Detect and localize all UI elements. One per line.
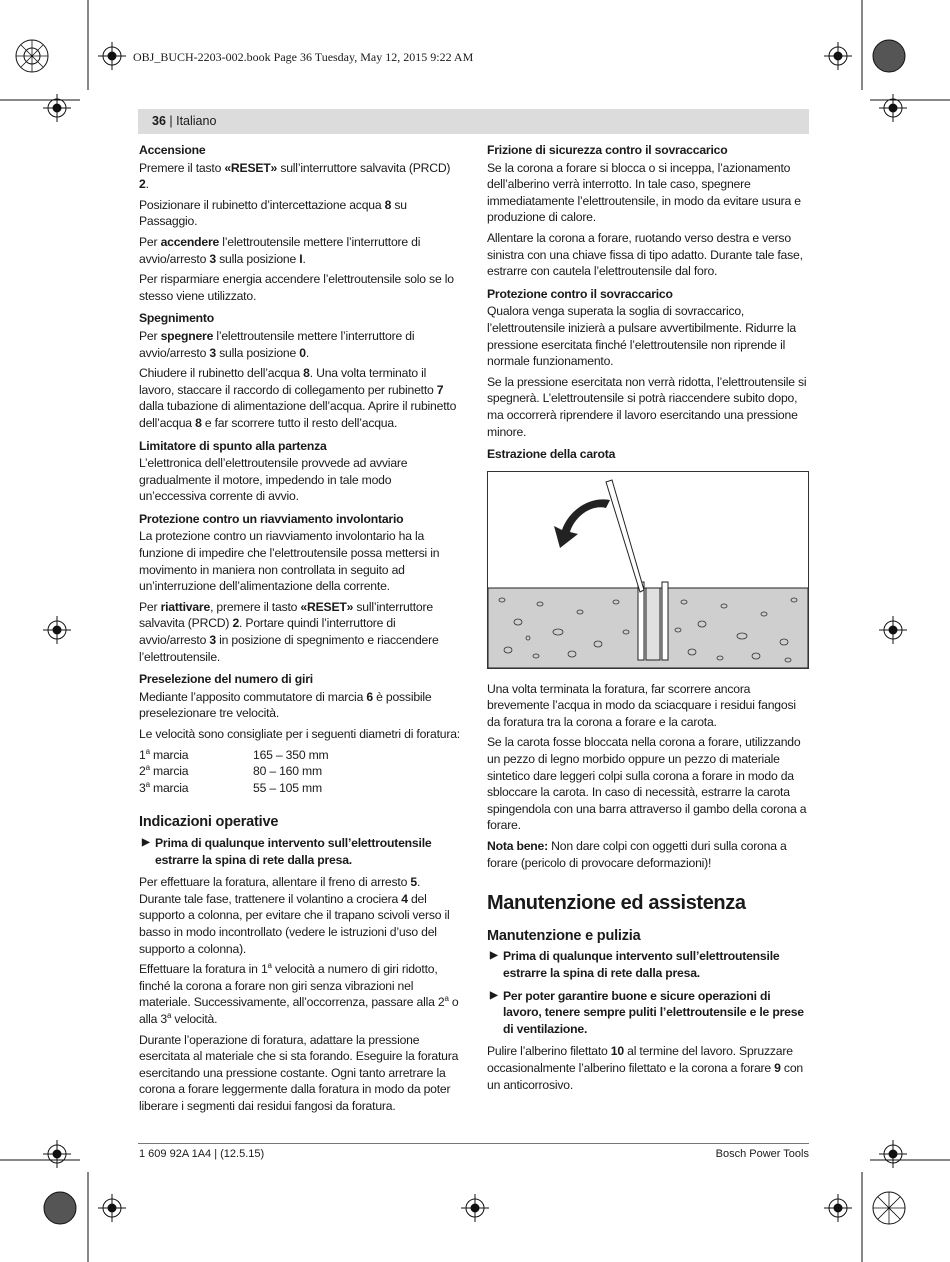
heading-estrazione: Estrazione della carota (487, 447, 616, 462)
paragraph: Una volta terminata la foratura, far scorrere ancora brevemente l’acqua in modo da sciacquare i residui fangosi da foratura tra la corona a forare e la carota. (487, 681, 796, 729)
heading-frizione: Frizione di sicurezza contro il sovraccarico (487, 143, 728, 157)
warning-bullet: ▶ Per poter garantire buone e sicure operazioni di lavoro, tenere sempre puliti l’elettroutensile e le prese di ventilazione. (490, 988, 804, 1036)
paragraph: Per effettuare la foratura, allentare il freno di arresto 5. Durante tale fase, trattenere il volantino a crociera 4 del supporto a colonna, per evitare che il trapano scivoli verso il basso in modo incontrollato (vedere le istruzioni d’uso del supporto a colonna). (139, 875, 450, 956)
core-bit-wall-right (662, 582, 668, 660)
heading-spegnimento: Spegnimento (139, 311, 214, 326)
paragraph: Chiudere il rubinetto dell’acqua 8. Una volta terminato il lavoro, staccare il raccordo di collegamento per rubinetto 7 dalla tubazione di alimentazione dell’acqua. Aprire il rubinetto dell’acqua 8 e far scorrere tutto il resto dell’acqua. (139, 366, 457, 430)
paragraph: La protezione contro un riavviamento involontario ha la funzione di impedire che l’elettroutensile possa mettersi in movimento in maniera non controllata in seguito ad un’interruzione dell’alimentazione della corrente. (139, 529, 440, 594)
gear-row: 2$^a$ marcia 80 – 160 mm (139, 763, 322, 779)
heading-accensione: Accensione (139, 143, 206, 157)
paragraph: Durante l’operazione di foratura, adattare la pressione esercitata al materiale che si sta forando. Eseguire la foratura esercitando una pressione costante. Ogni tanto arretrare la corona a forare leggermente dalla foratura in modo da poter liberare i segmenti dai residui fangosi da foratura. (139, 1032, 459, 1113)
gear-table (139, 747, 461, 797)
core-extraction-illustration (487, 471, 809, 669)
right-column (487, 142, 809, 1097)
footer-brand: Bosch Power Tools (715, 1148, 809, 1160)
footer-divider (138, 1143, 809, 1144)
gear-row: 1$^a$ marcia 165 – 350 mm (139, 746, 329, 762)
heading-manutenzione: Manutenzione ed assistenza (487, 892, 746, 915)
footer-doc-number: 1 609 92A 1A4 | (12.5.15) (139, 1148, 265, 1160)
page-number: 36 (152, 114, 166, 128)
paragraph: Per spegnere l’elettroutensile mettere l’interruttore di avvio/arresto 3 sulla posizione 0. (139, 328, 415, 360)
heading-limitatore: Limitatore di spunto alla partenza (139, 438, 327, 453)
paragraph: Mediante l’apposito commutatore di marcia 6 è possibile preselezionare tre velocità. (139, 689, 432, 721)
print-slug: OBJ_BUCH-2203-002.book Page 36 Tuesday, May 12, 2015 9:22 AM (133, 50, 474, 64)
paragraph: Nota bene: Non dare colpi con oggetti duri sulla corona a forare (pericolo di provocare deformazioni)! (487, 839, 787, 870)
core-bit-wall-left (638, 582, 644, 660)
bullet-arrow-icon: ▶ (490, 989, 498, 1001)
paragraph: Premere il tasto «RESET» sull’interruttore salvavita (PRCD) 2. (139, 160, 451, 192)
page-header (138, 109, 809, 134)
gear-row: 3$^a$ marcia 55 – 105 mm (139, 779, 322, 795)
heading-indicazioni-operative: Indicazioni operative (139, 814, 279, 831)
paragraph: Se la pressione esercitata non verrà ridotta, l’elettroutensile si spegnerà. L’elettroutensile si potrà riaccendere subito dopo, ma occorrerà riprendere il lavoro esercitando una pressione minore. (487, 374, 807, 439)
paragraph: Se la corona a forare si blocca o si inceppa, l’azionamento dell’alberino verrà interrotto. In tale caso, spegnere immediatamente l’elettroutensile, in modo da evitare usura e produzione di calore. (487, 160, 801, 225)
heading-preselezione: Preselezione del numero di giri (139, 672, 313, 687)
paragraph: Per riattivare, premere il tasto «RESET» sull’interruttore salvavita (PRCD) 2. Portare quindi l’interruttore di avvio/arresto 3 in posizione di spegnimento e riaccendere l’elettroutensile. (139, 599, 439, 664)
paragraph: Se la carota fosse bloccata nella corona a forare, utilizzando un pezzo di legno morbido oppure un pezzo di materiale sintetico dare leggeri colpi sulla corona a forare in modo da sbloccare la carota. In caso di necessità, estrarre la carota spingendola con una barra attraverso il gambo della corona a forare. (487, 735, 807, 833)
header-language: Italiano (176, 114, 217, 128)
bullet-arrow-icon: ▶ (490, 950, 498, 962)
header-separator: | (165, 114, 177, 128)
paragraph: Per accendere l’elettroutensile mettere l’interruttore di avvio/arresto 3 sulla posizione I. (139, 234, 421, 266)
paragraph: Qualora venga superata la soglia di sovraccarico, l’elettroutensile inizierà a pulsare avvertibilmente. Ridurre la pressione esercitata finché l’elettroutensile non riprende il normale funzionamento. (487, 304, 796, 369)
paragraph: Le velocità sono consigliate per i seguenti diametri di foratura: (139, 727, 460, 741)
left-column (139, 142, 461, 1118)
warning-bullet: ▶ Prima di qualunque intervento sull’elettroutensile estrarre la spina di rete dalla presa. (490, 949, 780, 980)
heading-manutenzione-pulizia: Manutenzione e pulizia (487, 927, 641, 944)
paragraph: Per risparmiare energia accendere l’elettroutensile solo se lo stesso viene utilizzato. (139, 272, 454, 303)
paragraph: L’elettronica dell’elettroutensile provvede ad avviare gradualmente il motore, impedendo in tale modo un’eccessiva corrente di avvio. (139, 456, 408, 504)
paragraph: Allentare la corona a forare, ruotando verso destra e verso sinistra con una chiave fissa di tipo adatto. Durante tale fase, estrarre con cautela l’elettroutensile dal foro. (487, 230, 803, 279)
warning-bullet: ▶ Prima di qualunque intervento sull’elettroutensile estrarre la spina di rete dalla presa. (142, 835, 432, 867)
heading-sovraccarico: Protezione contro il sovraccarico (487, 286, 673, 301)
drill-core (646, 588, 660, 660)
paragraph: Pulire l’alberino filettato 10 al termine del lavoro. Spruzzare occasionalmente l’alberino filettato e la corona a forare 9 con un anticorrosivo. (487, 1044, 803, 1092)
bullet-arrow-icon: ▶ (142, 836, 150, 848)
heading-riavviamento: Protezione contro un riavviamento involontario (139, 511, 404, 526)
paragraph: Posizionare il rubinetto d’intercettazione acqua 8 su Passaggio. (139, 197, 407, 229)
paragraph: Effettuare la foratura in 1$^a$ velocità a numero di giri ridotto, finché la corona a forare non giri senza vibrazioni nel materiale. Successivamente, all’occorrenza, passare alla 2$^a$ o alla 3$^a$ velocità. (139, 961, 459, 1026)
